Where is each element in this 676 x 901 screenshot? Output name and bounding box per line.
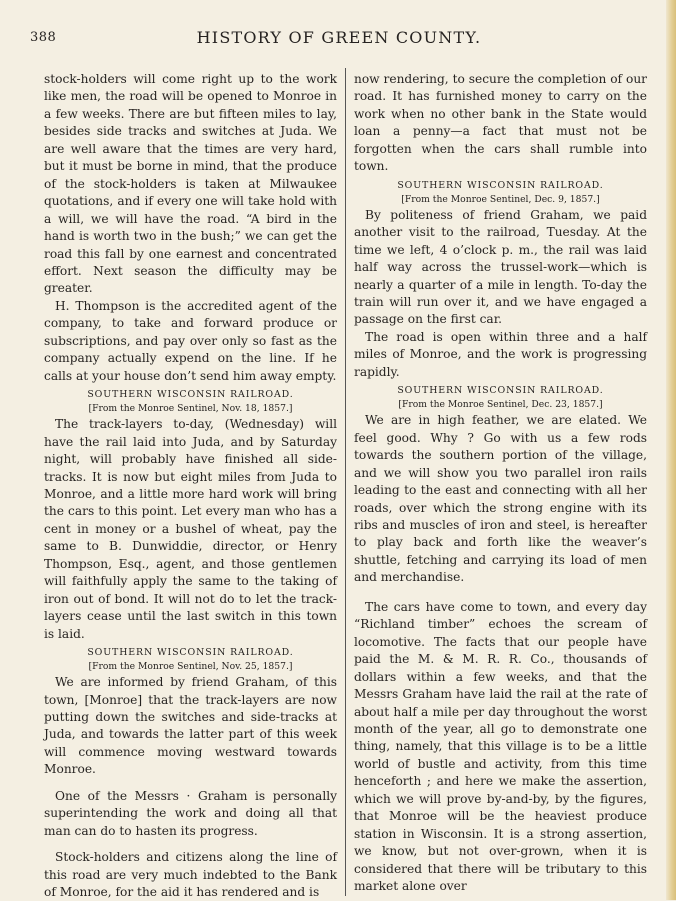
paragraph: The track-layers to-day, (Wednesday) will have the rail laid into Juda, and by Saturday night, will probably have finished all side-tracks. It is now but eight miles from Juda to Monroe, and a little more hard work will bring the cars to this point. Let every man who has a cent in money or a bushel of wheat, pay the same to B. Dunwiddie, director, or Henry Thompson, Esq., agent, and those gentlemen will faithfully apply the same to the taking of iron out of bond. It will not do to let the track-layers cease until the last switch in this town is laid.	[44, 417, 337, 641]
paragraph: By politeness of friend Graham, we paid another visit to the railroad, Tuesday. At the time we left, 4 o’clock p. m., the rail was laid half way across the trussel-work—which is nearly a quarter of a mile in length. To-day the train will run over it, and we have engaged a passage on the first car.	[354, 207, 647, 327]
article-heading: SOUTHERN WISCONSIN RAILROAD.	[87, 389, 294, 401]
article-source: [From the Monroe Sentinel, Dec. 9, 1857.]	[401, 193, 600, 205]
article-source: [From the Monroe Sentinel, Nov. 25, 1857.]	[88, 661, 293, 673]
column-divider	[345, 68, 346, 896]
article-source: [From the Monroe Sentinel, Nov. 18, 1857.]	[88, 403, 293, 415]
article-source: [From the Monroe Sentinel, Dec. 23, 1857.]	[398, 399, 603, 411]
paragraph: We are informed by friend Graham, of this town, [Monroe] that the track-layers are now putting down the switches and side-tracks at Juda, and towards the latter part of this week will commence moving westward towards Monroe.	[44, 675, 337, 777]
article-heading: SOUTHERN WISCONSIN RAILROAD.	[397, 179, 604, 191]
paragraph: now rendering, to secure the completion of our road. It has furnished money to carry on the work when no other bank in the State would loan a penny—a fact that must not be forgotten when the cars shall rumble into town.	[354, 72, 647, 174]
page-edge	[666, 0, 676, 900]
page-number: 388	[30, 30, 57, 45]
left-column	[44, 71, 337, 901]
paragraph: H. Thompson is the accredited agent of the company, to take and forward produce or subscriptions, and pay over only so fast as the company actually expend on the line. If he calls at your house don’t send him away empty.	[44, 298, 337, 383]
page-header	[30, 28, 648, 50]
paragraph: stock-holders will come right up to the work like men, the road will be opened to Monroe in a few weeks. There are but fifteen miles to lay, besides side tracks and switches at Juda. We are well aware that the times are very hard, but it must be borne in mind, that the produce of the stock-holders is taken at Milwaukee quotations, and if every one will take hold with a will, we will have the road. “A bird in the hand is worth two in the bush;” we can get the road this fall by one earnest and concentrated effort. Next season the difficulty may be greater.	[44, 72, 337, 296]
paragraph: One of the Messrs · Graham is personally superintending the work and doing all that man can do to hasten its progress.	[44, 788, 337, 838]
running-title: HISTORY OF GREEN COUNTY.	[196, 28, 482, 47]
paragraph: Stock-holders and citizens along the line of this road are very much indebted to the Bank of Monroe, for the aid it has rendered and is	[44, 850, 337, 900]
paragraph: The cars have come to town, and every day “Richland timber” echoes the scream of locomotive. The facts that our people have paid the M. & M. R. R. Co., thousands of dollars within a few weeks, and that the Messrs Graham have laid the rail at the rate of about half a mile per day throughout the worst month of the year, all go to demonstrate one thing, namely, that this village is to be a little world of bustle and activity, from this time henceforth ; and here we make the assertion, which we will prove by-and-by, by the figures, that Monroe will be the heaviest produce station in Wisconsin. It is a strong assertion, we know, but not over-grown, when it is considered that there will be tributary to this market alone over	[354, 599, 647, 894]
article-heading: SOUTHERN WISCONSIN RAILROAD.	[87, 647, 294, 659]
right-column	[354, 71, 647, 895]
paragraph: The road is open within three and a half miles of Monroe, and the work is progressing rapidly.	[354, 329, 647, 379]
paragraph: We are in high feather, we are elated. We feel good. Why ? Go with us a few rods towards the southern portion of the village, and we will show you two parallel iron rails leading to the east and connecting with all her roads, over which the strong engine with its ribs and muscles of iron and steel, is hereafter to play back and forth like the weaver’s shuttle, fetching and carrying its load of men and merchandise.	[354, 413, 647, 585]
article-heading: SOUTHERN WISCONSIN RAILROAD.	[397, 385, 604, 397]
